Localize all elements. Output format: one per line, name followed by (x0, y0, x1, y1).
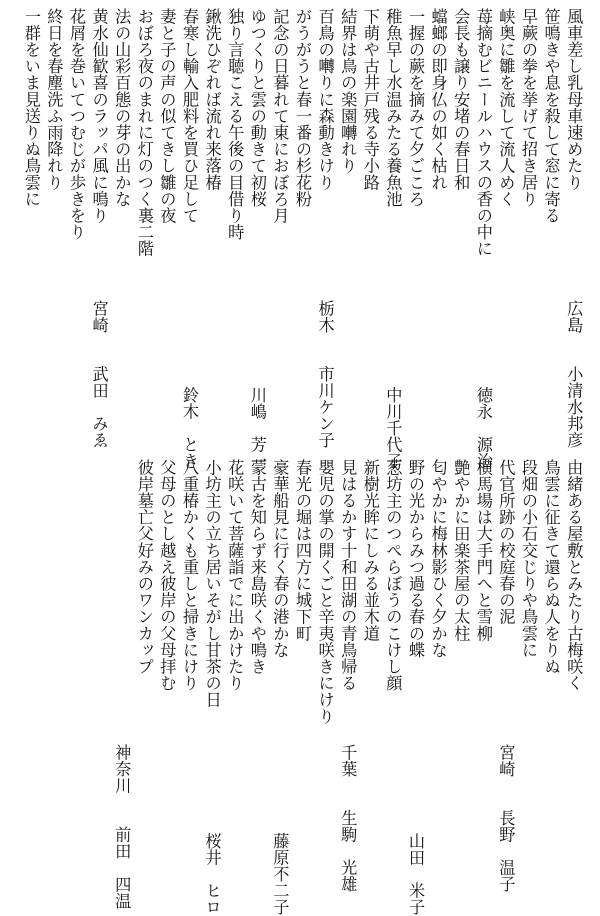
haiku-line: 段畑の小石交じりや鳥雲に (519, 459, 538, 659)
author-credit (202, 818, 222, 916)
author-credit (89, 300, 109, 449)
haiku-line: 一握の蕨を摘みて夕ごころ (406, 8, 425, 208)
haiku-line: がうがうと春一番の杉花粉 (293, 8, 312, 208)
author-name: 桜井 ヒロ (202, 832, 222, 916)
author-credit (383, 372, 403, 470)
haiku-line: 結界は鳥の楽園囀れり (338, 8, 358, 174)
author-credit (112, 744, 132, 910)
haiku-line: 新樹光眸にしみる並木道 (360, 459, 380, 642)
author-name: 川嶋 芳一 (247, 386, 267, 470)
author-name: 鈴木 とき (180, 386, 199, 470)
haiku-line: 横馬場は大手門へと雪柳 (473, 459, 493, 642)
author-name: 藤原不二子 (270, 832, 290, 916)
author-name: 山田 米子 (406, 832, 425, 916)
haiku-line: 一群をいま見送りぬ鳥雲に (21, 8, 41, 208)
haiku-line: 代官所跡の校庭春の泥 (496, 459, 516, 625)
author-name: 市川ケン子 (315, 365, 335, 449)
author-credit (338, 744, 358, 893)
author-credit (249, 372, 265, 470)
haiku-line: 見はるかす十和田湖の青鳥帰る (338, 459, 358, 692)
author-credit (407, 818, 423, 916)
haiku-line: 春寒し輸入肥料を買ひ足して (180, 8, 199, 224)
haiku-line: 早蕨の拳を挙げて招き居り (519, 8, 538, 208)
haiku-line: 嬰児の掌の開くごと辛夷咲きにけり (315, 459, 335, 725)
haiku-line: 豪華船見に行く春の港かな (270, 459, 290, 659)
haiku-line: ゆつくりと雲の動きて初桜 (247, 8, 267, 208)
haiku-line: 匂やかに梅林影ひく夕かな (428, 459, 448, 659)
author-credit (181, 372, 197, 470)
haiku-line: 蒙古を知らず来島咲くや鳴き (247, 459, 267, 675)
haiku-line: 稚魚早し水温みたる養魚池 (383, 8, 403, 208)
haiku-line: 百鳥の囀りに森動きけり (315, 8, 335, 191)
haiku-line: 蟷螂の即身仏の如く枯れ (428, 8, 448, 191)
author-credit (564, 300, 584, 449)
haiku-line: 苺摘むビニールハウスの香の中に (473, 8, 493, 257)
haiku-line: 終日を春塵洗ふ雨降れり (44, 8, 64, 191)
haiku-line: 八重椿かくも重しと掃きにけり (180, 459, 199, 692)
haiku-line: 記念の日暮れて東におぼろ月 (270, 8, 290, 224)
author-name: 武田 みゑ (89, 365, 109, 449)
author-name: 前田 四温 (112, 826, 132, 910)
haiku-line: 野の光からみつ過る春の蝶 (406, 459, 425, 659)
haiku-line: おぼろ夜のまれに灯のつく裏二階 (134, 8, 154, 257)
author-credit (270, 818, 290, 916)
haiku-line: 小坊主の立ち居いそがし甘茶の日 (202, 459, 222, 708)
haiku-line: 風車差し乳母車速めたり (564, 8, 584, 191)
author-prefecture: 宮崎 (496, 744, 516, 778)
haiku-line: 独り言聴こえる午後の目借り時 (225, 8, 245, 241)
haiku-line: 葱坊主のつぺらぼうのこけし顔 (383, 459, 403, 692)
haiku-line: 父母のとし越え彼岸の父母拝む (157, 459, 177, 692)
author-name: 中川千代子 (383, 386, 403, 470)
haiku-line: 妻と子の声の似てきし雛の夜 (157, 8, 177, 224)
author-prefecture: 宮崎 (89, 300, 109, 334)
haiku-line: 花屑を巻いてつむじが歩きをり (67, 8, 86, 241)
author-prefecture: 栃木 (315, 300, 335, 334)
author-name: 徳永 源治 (473, 386, 493, 470)
haiku-line: 鍬洗ひぞれば流れ来落椿 (202, 8, 222, 191)
author-prefecture: 広島 (564, 300, 584, 334)
author-name: 小清水邦彦 (564, 365, 584, 449)
haiku-line: 鳥雲に征きて還らぬ人をりぬ (541, 459, 561, 675)
haiku-line: 艶やかに田楽茶屋の太柱 (451, 459, 471, 642)
haiku-line: 峡奥に雛を流して流人めく (496, 8, 516, 208)
haiku-line: 春光の堀は四方に城下町 (293, 459, 312, 642)
author-credit (496, 744, 516, 893)
haiku-line: 彼岸墓亡父好みのワンカップ (134, 459, 154, 675)
author-credit (475, 372, 491, 470)
haiku-line: 由緒ある屋敷とみたり古梅咲く (564, 459, 584, 692)
author-name: 生駒 光雄 (338, 809, 358, 893)
haiku-line: 花咲いて菩薩詣でに出かけたり (225, 459, 245, 692)
author-credit (315, 300, 335, 449)
haiku-line: 会長も譲り安堵の春日和 (451, 8, 471, 191)
author-prefecture: 千葉 (338, 744, 358, 778)
haiku-line: 黄水仙歓喜のラッパ風に鳴り (89, 8, 109, 224)
haiku-line: 法の山彩百態の芽の出かな (112, 8, 132, 208)
author-prefecture: 神奈川 (112, 744, 132, 794)
author-name: 長野 温子 (496, 809, 516, 893)
haiku-line: 下萌や古井戸残る寺小路 (360, 8, 380, 191)
haiku-line: 笹鳴きや息を殺して窓に寄る (541, 8, 561, 224)
